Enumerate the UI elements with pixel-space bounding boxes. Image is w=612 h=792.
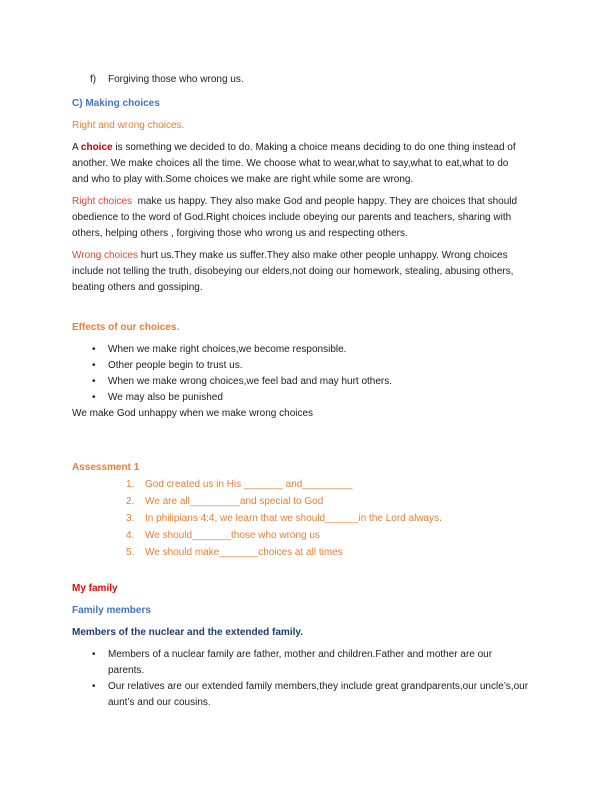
list-marker-f: f) <box>90 74 97 85</box>
bullet-text <box>108 647 492 679</box>
heading-right-and-wrong-choices: Right and wrong choices. <box>72 120 185 131</box>
assessment-item <box>72 493 552 510</box>
paragraph-right-choices <box>72 194 552 242</box>
heading-making-choices: C) Making choices <box>72 98 160 109</box>
bullet-item <box>72 390 552 406</box>
list-item-forgiving <box>90 72 552 88</box>
item-text: We should make_______choices at all times <box>145 547 343 558</box>
item-number: 2. <box>126 496 135 507</box>
paragraph-choice-definition <box>72 140 552 188</box>
assessment-item <box>72 510 552 527</box>
paragraph-line: beating others and gossiping. <box>72 282 203 293</box>
highlight-right-choices: Right choices <box>72 196 133 207</box>
item-number: 5. <box>126 547 135 558</box>
effects-bullet-list <box>72 342 552 406</box>
paragraph-line <box>72 248 552 264</box>
item-number: 4. <box>126 530 135 541</box>
assessment-item <box>72 527 552 544</box>
paragraph-line: and who to play with.Some choices we make are right while some are wrong. <box>72 174 414 185</box>
text-run: A <box>72 142 81 153</box>
bullet-text: We may also be punished <box>108 392 223 403</box>
assessment-item <box>72 544 552 561</box>
heading-assessment-1: Assessment 1 <box>72 462 140 473</box>
paragraph-line: another. We make choices all the time. We choose what to wear,what to say,what to eat,what to do <box>72 158 509 169</box>
item-text: God created us in His _______ and_________ <box>145 479 353 490</box>
item-text: We should_______those who wrong us <box>145 530 320 541</box>
assessment-question-list <box>72 476 552 561</box>
item-text: In philipians 4:4, we learn that we should______in the Lord always. <box>145 513 442 524</box>
bullet-text: When we make wrong choices,we feel bad and may hurt others. <box>108 376 393 387</box>
bullet-item <box>72 679 552 711</box>
bullet-icon: • <box>92 681 96 692</box>
family-bullet-list <box>72 647 552 711</box>
paragraph-line <box>72 194 552 210</box>
assessment-item <box>72 476 552 493</box>
list-item-text: Forgiving those who wrong us. <box>108 74 244 85</box>
bullet-line: aunt’s and our cousins. <box>108 697 211 708</box>
bullet-icon: • <box>92 649 96 660</box>
paragraph-line <box>72 140 552 156</box>
item-number: 1. <box>126 479 135 490</box>
heading-family-members: Family members <box>72 605 151 616</box>
paragraph-line: others, helping others , forgiving those who wrong us and respecting others. <box>72 228 408 239</box>
highlight-choice: choice <box>80 142 113 153</box>
text-run: make us happy. They also make God and people happy. They are choices that should <box>132 196 518 207</box>
bullet-item <box>72 358 552 374</box>
bullet-line: Our relatives are our extended family members,they include great grandparents,our uncle’s,our <box>108 681 529 692</box>
text-run: hurt us.They make us suffer.They also make other people unhappy. Wrong choices <box>137 250 508 261</box>
bullet-line: Members of a nuclear family are father, mother and children.Father and mother are our <box>108 649 493 660</box>
paragraph-line: include not telling the truth, disobeying our elders,not doing our homework, stealing, abusing others, <box>72 266 514 277</box>
paragraph-wrong-choices <box>72 248 552 296</box>
item-text: We are all_________and special to God <box>145 496 324 507</box>
bullet-text: Other people begin to trust us. <box>108 360 243 371</box>
bullet-item <box>72 647 552 679</box>
heading-nuclear-extended-family: Members of the nuclear and the extended family. <box>72 627 303 638</box>
statement-god-unhappy: We make God unhappy when we make wrong choices <box>72 408 314 419</box>
bullet-item <box>72 374 552 390</box>
bullet-icon: • <box>92 392 96 403</box>
bullet-icon: • <box>92 360 96 371</box>
bullet-text <box>108 679 528 711</box>
bullet-line: parents. <box>108 665 145 676</box>
paragraph-line: obedience to the word of God.Right choices include obeying our parents and teachers, sharing with <box>72 212 512 223</box>
bullet-icon: • <box>92 344 96 355</box>
heading-effects-of-choices: Effects of our choices. <box>72 322 180 333</box>
highlight-wrong-choices: Wrong choices <box>72 250 138 261</box>
bullet-item <box>72 342 552 358</box>
heading-my-family: My family <box>72 583 118 594</box>
bullet-text: When we make right choices,we become responsible. <box>108 344 347 355</box>
item-number: 3. <box>126 513 135 524</box>
bullet-icon: • <box>92 376 96 387</box>
text-run: is something we decided to do. Making a choice means deciding to do one thing instead of <box>112 142 516 153</box>
